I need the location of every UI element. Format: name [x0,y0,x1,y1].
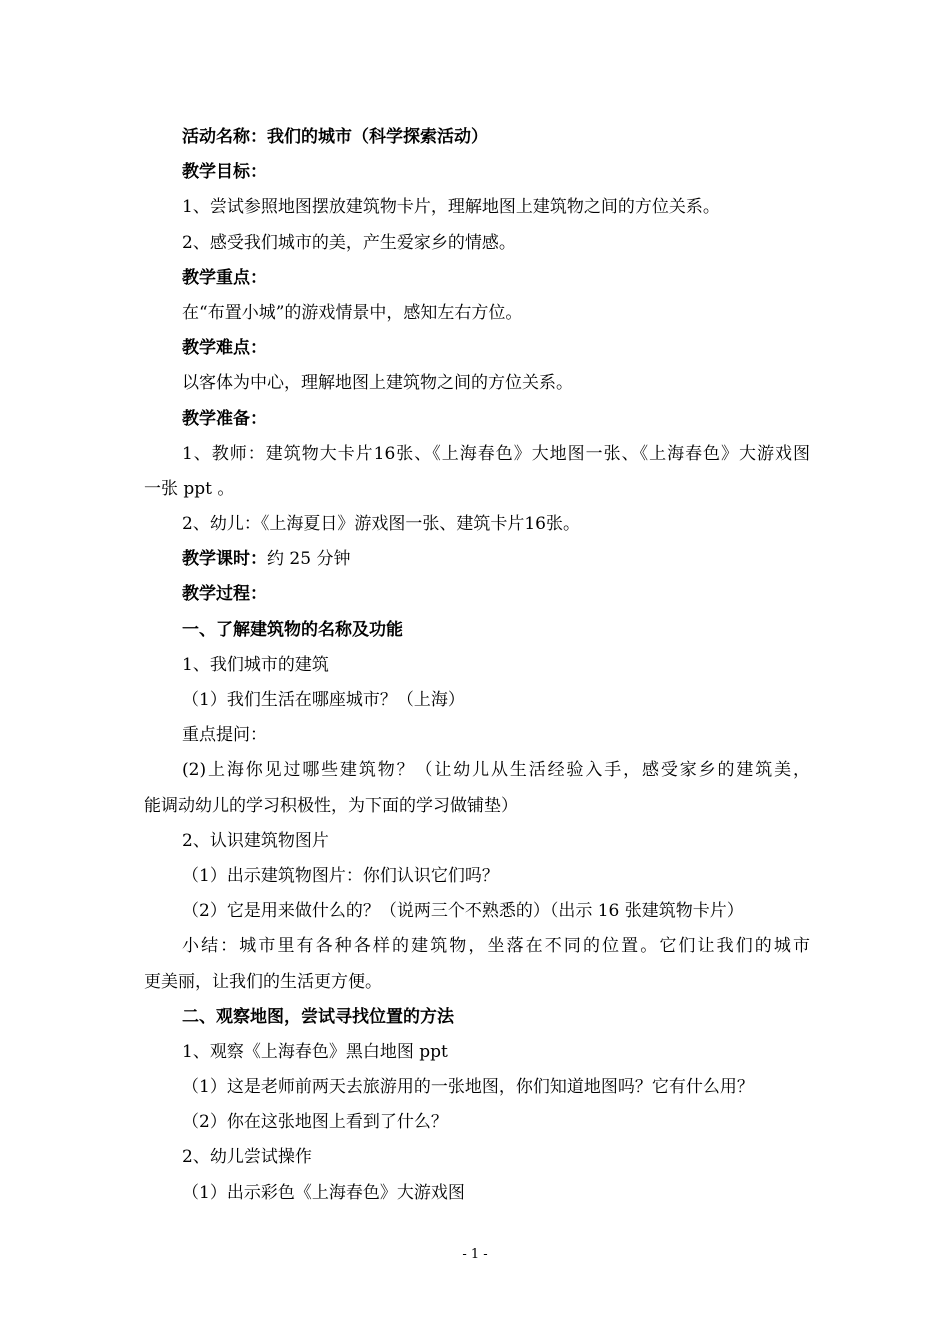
text-line: （2）它是用来做什么的？（说两三个不熟悉的）（出示 16 张建筑物卡片） [182,901,744,922]
line-label: 教学课时： [182,549,267,570]
text-line: 重点提问： [182,725,267,746]
line-text: 约 25 分钟 [267,549,351,570]
text-line: 1、我们城市的建筑 [182,654,329,675]
page-number: - 1 - [462,1247,488,1262]
text-line: （1）出示彩色《上海春色》大游戏图 [182,1182,465,1203]
text-line: （1）我们生活在哪座城市？（上海） [182,690,465,710]
document-body [144,120,810,1211]
text-line: 教学重点： [182,267,267,288]
text-line: 2、幼儿：《上海夏日》游戏图一张、建筑卡片16张。 [182,514,580,535]
text-line: 能调动幼儿的学习积极性，为下面的学习做铺垫） [144,795,518,816]
text-line: 2、认识建筑物图片 [182,830,329,851]
text-line: 1、尝试参照地图摆放建筑物卡片，理解地图上建筑物之间的方位关系。 [182,197,720,218]
text-line: 教学过程： [182,584,267,605]
text-line: 教学目标： [182,162,267,183]
text-line: （2）你在这张地图上看到了什么？ [182,1112,448,1133]
text-line: 以客体为中心，理解地图上建筑物之间的方位关系。 [182,373,573,394]
text-line: 一、了解建筑物的名称及功能 [182,619,403,640]
text-line: 教学难点： [182,338,267,359]
text-line: 活动名称：我们的城市（科学探索活动） [182,127,488,147]
text-line: 2、幼儿尝试操作 [182,1147,312,1168]
text-line: 一张 ppt 。 [144,478,235,499]
text-line: 1、教师：建筑物大卡片16张、《上海春色》大地图一张、《上海春色》大游戏图 [182,443,810,464]
text-line: 教学准备： [182,408,267,429]
text-line: （1）这是老师前两天去旅游用的一张地图，你们知道地图吗？它有什么用？ [182,1077,754,1098]
text-line: (2)上海你见过哪些建筑物？（让幼儿从生活经验入手，感受家乡的建筑美， [182,760,810,781]
text-line: 小结：城市里有各种各样的建筑物，坐落在不同的位置。它们让我们的城市 [182,936,810,957]
text-line: 二、观察地图，尝试寻找位置的方法 [182,1006,454,1027]
text-line: 更美丽，让我们的生活更方便。 [144,971,382,992]
text-line: 在“布置小城”的游戏情景中，感知左右方位。 [182,302,523,323]
text-line [144,542,810,577]
text-line: 1、观察《上海春色》黑白地图 ppt [182,1041,448,1062]
text-line: 2、感受我们城市的美，产生爱家乡的情感。 [182,232,516,253]
text-line: （1）出示建筑物图片：你们认识它们吗？ [182,865,499,886]
